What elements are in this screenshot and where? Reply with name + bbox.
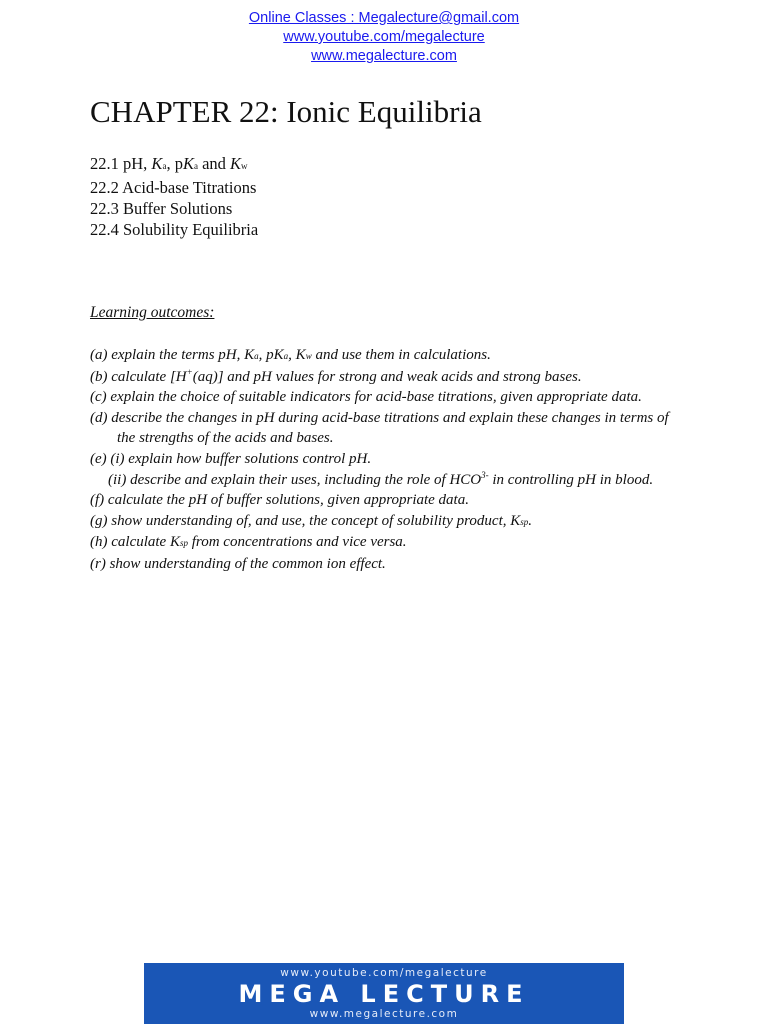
outcome-h-suffix: from concentrations and vice versa. [188,534,407,551]
ksp-symbol: K [169,534,180,551]
toc-item-22-1 [90,153,258,177]
outcome-a [90,345,690,367]
footer-youtube-url: www.youtube.com/megalecture [280,967,488,979]
chapter-title: CHAPTER 22: Ionic Equilibria [90,94,482,129]
outcome-e-ii [90,470,690,491]
toc-separator: , p [166,154,183,173]
kw-subscript: w [305,351,312,361]
toc-item-22-2: 22.2 Acid-base Titrations [90,178,257,197]
ksp-subscript: sp [179,538,188,549]
pka-symbol: K [273,347,284,363]
outcome-h [90,532,690,554]
toc-item-22-3: 22.3 Buffer Solutions [90,199,233,218]
ka-symbol: K [244,347,255,363]
outcome-h-text: (h) calculate [90,534,170,551]
pka-symbol: K [182,154,194,173]
footer-website-url: www.megalecture.com [309,1008,459,1020]
pka-subscript: a [283,351,289,361]
outcome-g-text: (g) show understanding of, and use, the concept of solubility product, [90,512,511,529]
email-link[interactable]: Online Classes : Megalecture@gmail.com [248,10,520,26]
website-link[interactable]: www.megalecture.com [311,48,457,64]
kw-symbol: K [230,154,242,173]
youtube-link[interactable]: www.youtube.com/megalecture [283,29,485,45]
outcome-b-suffix: (aq)] and pH values for strong and weak acids and strong bases. [192,368,582,385]
outcome-d-continuation: the strengths of the acids and bases. [117,430,334,447]
ksp-subscript: sp [520,516,529,527]
kw-symbol: K [295,347,306,363]
outcome-b-text: (b) calculate [H [90,368,187,385]
hco3-superscript: 3- [481,469,489,480]
mega-lecture-footer-banner [144,963,624,1024]
outcome-g [90,511,690,533]
learning-outcomes-heading: Learning outcomes: [90,304,215,321]
learning-outcomes-list [90,345,690,575]
toc-and: and [197,154,231,173]
ksp-symbol: K [510,512,521,529]
outcome-b [90,367,690,388]
outcome-a-sep2: , [288,347,296,363]
ka-subscript: a [254,351,259,361]
footer-brand-logo: MEGA LECTURE [238,980,530,1008]
outcome-f: (f) calculate the pH of buffer solutions, given appropriate data. [90,492,469,509]
header-links [0,9,768,66]
outcome-c: (c) explain the choice of suitable indicators for acid-base titrations, given appropriate data. [90,389,642,406]
ka-subscript: a [162,161,167,171]
table-of-contents [90,153,258,240]
outcome-e-i: (e) (i) explain how buffer solutions control pH. [90,450,372,467]
outcome-g-suffix: . [528,512,533,529]
outcome-r: (r) show understanding of the common ion effect. [90,555,386,572]
ka-symbol: K [151,154,163,173]
outcome-e-ii-text: (ii) describe and explain their uses, including the role of HCO [108,471,482,488]
toc-item-22-4: 22.4 Solubility Equilibria [90,220,259,239]
outcome-a-text: (a) explain the terms pH, [90,347,245,363]
h-plus-superscript: + [186,366,193,377]
toc-item-22-1-text: 22.1 pH, [90,154,152,173]
outcome-a-suffix: and use them in calculations. [311,347,491,363]
kw-subscript: w [241,161,248,171]
outcome-e-ii-suffix: in controlling pH in blood. [488,471,654,488]
pka-subscript: a [193,161,198,171]
outcome-d: (d) describe the changes in pH during acid-base titrations and explain these changes in terms of [90,409,669,426]
outcome-a-sep1: , p [258,347,274,363]
